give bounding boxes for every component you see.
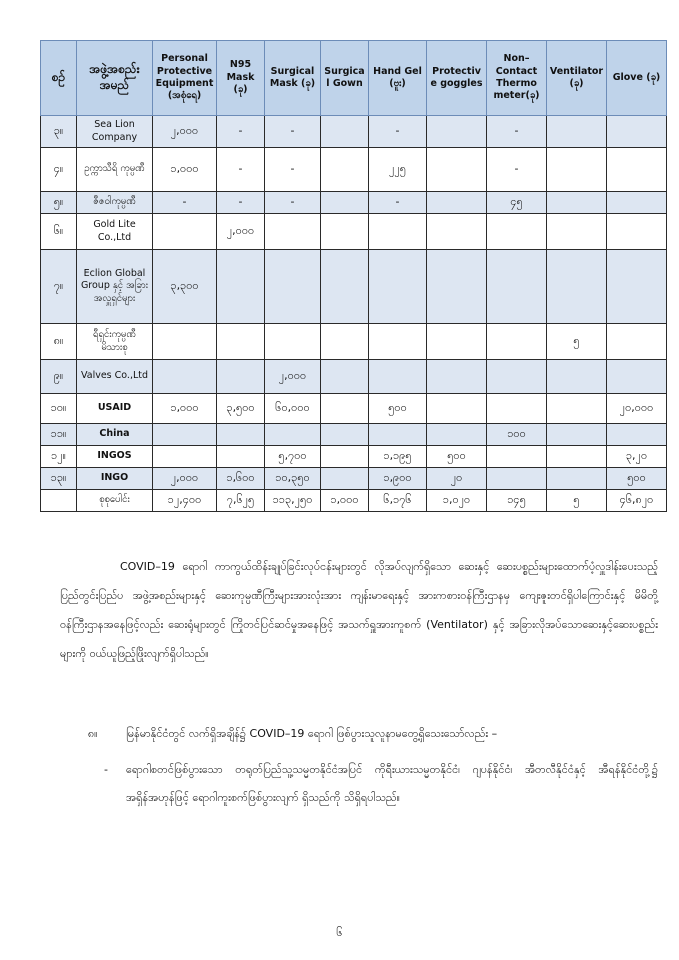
row-cell: ၂,၀၀၀ [265,360,321,394]
row-number: ၁၂။ [41,446,77,468]
row-cell: ၁,၀၀၀ [153,148,217,192]
row-cell [265,250,321,324]
row-cell: ၅၀၀ [369,394,427,424]
row-cell: ၁၀,၃၅၀ [265,468,321,490]
row-cell [547,468,607,490]
row-cell [427,394,487,424]
row-cell: ၃,၃၀၀ [153,250,217,324]
row-organization: စုစုပေါင်း [77,490,153,512]
row-cell [487,446,547,468]
row-cell [265,324,321,360]
row-cell [607,250,667,324]
row-cell [487,214,547,250]
table-row [41,148,667,192]
row-cell [607,324,667,360]
item-text: မြန်မာနိုင်ငံတွင် လက်ရှိအချိန်၌ COVID–19 ရောဂါ ဖြစ်ပွားသူလူနာမတွေ့ရှိသေးသော်လည်း – [126,727,498,740]
row-cell: - [369,192,427,214]
table-row [41,214,667,250]
table-row [41,490,667,512]
sub-bullet: - [104,763,108,776]
row-cell [369,214,427,250]
row-cell: ၁၀၀ [487,424,547,446]
row-number: ၁၀။ [41,394,77,424]
row-cell [427,324,487,360]
row-cell [153,360,217,394]
row-cell: ၂၀ [427,468,487,490]
row-cell: - [265,148,321,192]
row-cell [487,394,547,424]
row-cell [487,360,547,394]
row-number: ၇။ [41,250,77,324]
row-cell [321,192,369,214]
row-cell [607,192,667,214]
row-cell: ၁၁၃,၂၅၀ [265,490,321,512]
row-cell [369,250,427,324]
header-glove: Glove (ခု) [607,41,667,116]
header-surgical-mask: Surgical Mask (ခု) [265,41,321,116]
row-organization: ဥက္ကာသီရိ ကုမ္ပဏီ [77,148,153,192]
row-cell [547,116,607,148]
row-organization: INGOS [77,446,153,468]
row-cell [321,324,369,360]
table-row [41,360,667,394]
row-cell [321,424,369,446]
header-no: စဉ် [41,41,77,116]
row-cell [427,424,487,446]
row-cell: ၅၀၀ [427,446,487,468]
header-ppe: Personal Protective Equipment (အစုံရေ) [153,41,217,116]
row-cell [427,214,487,250]
row-cell: ၁,၉၀၀ [369,468,427,490]
row-cell: ၂,၀၀၀ [153,116,217,148]
row-number: ၆။ [41,214,77,250]
row-cell [487,324,547,360]
row-cell [607,116,667,148]
sub-item-text: ရောဂါစတင်ဖြစ်ပွားသော တရုတ်ပြည်သူ့သမ္မတနိုင်ငံအပြင် ကိုရီးယားသမ္မတနိုင်ငံ၊ ဂျပန်နိုင်ငံ၊ အီတလီနိုင်ငံနှင့် အီရန်နိုင်ငံတို့၌ အရှိန်အဟုန်ဖြင့် ရောဂါကူးစက်ဖြစ်ပွားလျက် ရှိသည်ကို သိရှိရပါသည်။ [126,763,658,804]
header-n95: N95 Mask (ခု) [217,41,265,116]
row-cell: ၅၀၀ [607,468,667,490]
table-body [41,116,667,512]
donation-table [40,40,667,512]
row-cell [217,250,265,324]
row-cell: - [369,116,427,148]
row-number: ၁၃။ [41,468,77,490]
row-cell: ၅,၇၀၀ [265,446,321,468]
header-organization: အဖွဲ့အစည်း အမည် [77,41,153,116]
row-cell [547,446,607,468]
row-cell [217,324,265,360]
row-cell [153,424,217,446]
page-number: ၆ [336,926,343,939]
row-cell: ၁,၀၂၀ [427,490,487,512]
row-number: ၅။ [41,192,77,214]
row-cell [547,148,607,192]
header-ventilator: Ventilator (ခု) [547,41,607,116]
row-cell [321,116,369,148]
row-cell [547,192,607,214]
row-cell: ၂၀,၀၀၀ [607,394,667,424]
row-cell [547,424,607,446]
row-cell: ၆၀,၀၀၀ [265,394,321,424]
row-cell [427,116,487,148]
row-cell: - [487,148,547,192]
row-cell: ၂၂၅ [369,148,427,192]
row-organization: Gold Lite Co.,Ltd [77,214,153,250]
row-cell: ၅ [547,324,607,360]
row-cell: - [217,192,265,214]
row-cell [321,250,369,324]
row-cell: ၄၅ [487,192,547,214]
row-organization: ရီရှင်းကုမ္ပဏီ မိသားစု [77,324,153,360]
table-row [41,116,667,148]
row-cell [153,324,217,360]
row-cell [321,468,369,490]
row-cell [217,446,265,468]
row-organization: ဇီဇဝါကုမ္ပဏီ [77,192,153,214]
row-cell: - [217,148,265,192]
row-number: ၈။ [41,324,77,360]
header-hand-gel: Hand Gel (ဗူး) [369,41,427,116]
row-cell [607,214,667,250]
row-cell [217,360,265,394]
row-cell [153,214,217,250]
table-row [41,468,667,490]
row-cell: ၁,၆၀၀ [217,468,265,490]
row-organization: China [77,424,153,446]
row-cell [487,468,547,490]
row-cell: ၂,၀၀၀ [217,214,265,250]
row-cell [427,148,487,192]
row-cell: ၁၂,၄၀၀ [153,490,217,512]
row-cell [321,394,369,424]
row-organization: Eclion Global Group နှင့် အခြား အလှူရှင်များ [77,250,153,324]
row-cell: ၂,၀၀၀ [153,468,217,490]
row-cell [607,360,667,394]
row-cell: ၁,၀၀၀ [153,394,217,424]
row-cell: - [217,116,265,148]
row-cell: ၁၄၅ [487,490,547,512]
row-organization: INGO [77,468,153,490]
row-cell [153,446,217,468]
table-row [41,446,667,468]
row-cell [607,148,667,192]
row-cell: ၇,၆၂၅ [217,490,265,512]
row-cell [547,360,607,394]
row-cell: ၃,၅၀၀ [217,394,265,424]
row-cell: - [265,192,321,214]
row-cell [487,250,547,324]
row-cell [265,424,321,446]
row-cell: - [153,192,217,214]
row-cell: ၁,၁၉၅ [369,446,427,468]
row-cell [547,214,607,250]
row-cell [265,214,321,250]
row-cell [369,360,427,394]
table-row [41,324,667,360]
row-cell [369,424,427,446]
row-cell: ၁,၀၀၀ [321,490,369,512]
row-number: ၃။ [41,116,77,148]
row-number: ၁၁။ [41,424,77,446]
row-cell [427,250,487,324]
acknowledgement-paragraph [60,552,658,668]
row-organization: USAID [77,394,153,424]
table-row [41,192,667,214]
row-cell [217,424,265,446]
row-cell [547,394,607,424]
row-organization: Valves Co.,Ltd [77,360,153,394]
table-row [41,424,667,446]
row-organization: Sea Lion Company [77,116,153,148]
row-cell: - [265,116,321,148]
row-number [41,490,77,512]
table-row [41,250,667,324]
row-cell [321,148,369,192]
row-cell [321,446,369,468]
header-surgical-gown: Surgical Gown [321,41,369,116]
row-number: ၄။ [41,148,77,192]
row-cell [607,424,667,446]
row-cell [427,360,487,394]
item-number: ၈။ [88,727,98,740]
header-thermometer: Non– Contact Thermo meter(ခု) [487,41,547,116]
row-cell: ၄၆,၈၂၀ [607,490,667,512]
row-cell [321,214,369,250]
row-cell: - [487,116,547,148]
row-cell [321,360,369,394]
table-row [41,394,667,424]
row-number: ၉။ [41,360,77,394]
acknowledgement-text: COVID–19 ရောဂါ ကာကွယ်ထိန်းချုပ်ခြင်းလုပ်ငန်းများတွင် လိုအပ်လျက်ရှိသော ဆေးနှင့် ဆေးပစ္စည်းများထောက်ပံ့လှူဒါန်းပေးသည့် ပြည်တွင်းပြည်ပ အဖွဲ့အစည်းများနှင့် ဆေးကုမ္ပဏီကြီးများအားလုံးအား ကျန်းမာရေးနှင့် အားကစားဝန်ကြီးဌာနမှ ကျေးဇူးတင်ရှိပါကြောင်းနှင့် မိမိတို့ဝန်ကြီးဌာနအနေဖြင့်လည်း ဆေးရုံများတွင် ကြိုတင်ပြင်ဆင်မှုအနေဖြင့် အသက်ရှူအားကူစက် (Ventilator) နှင့် အခြားလိုအပ်သောဆေးနှင့်ဆေးပစ္စည်းများကို ဝယ်ယူဖြည့်ဖြိုးလျက်ရှိပါသည်။ [60,560,658,660]
header-goggles: Protective goggles [427,41,487,116]
row-cell: ၃,၂၀ [607,446,667,468]
row-cell [547,250,607,324]
row-cell: ၆,၁၇၆ [369,490,427,512]
row-cell: ၅ [547,490,607,512]
row-cell [369,324,427,360]
row-cell [427,192,487,214]
table-header-row [41,41,667,116]
